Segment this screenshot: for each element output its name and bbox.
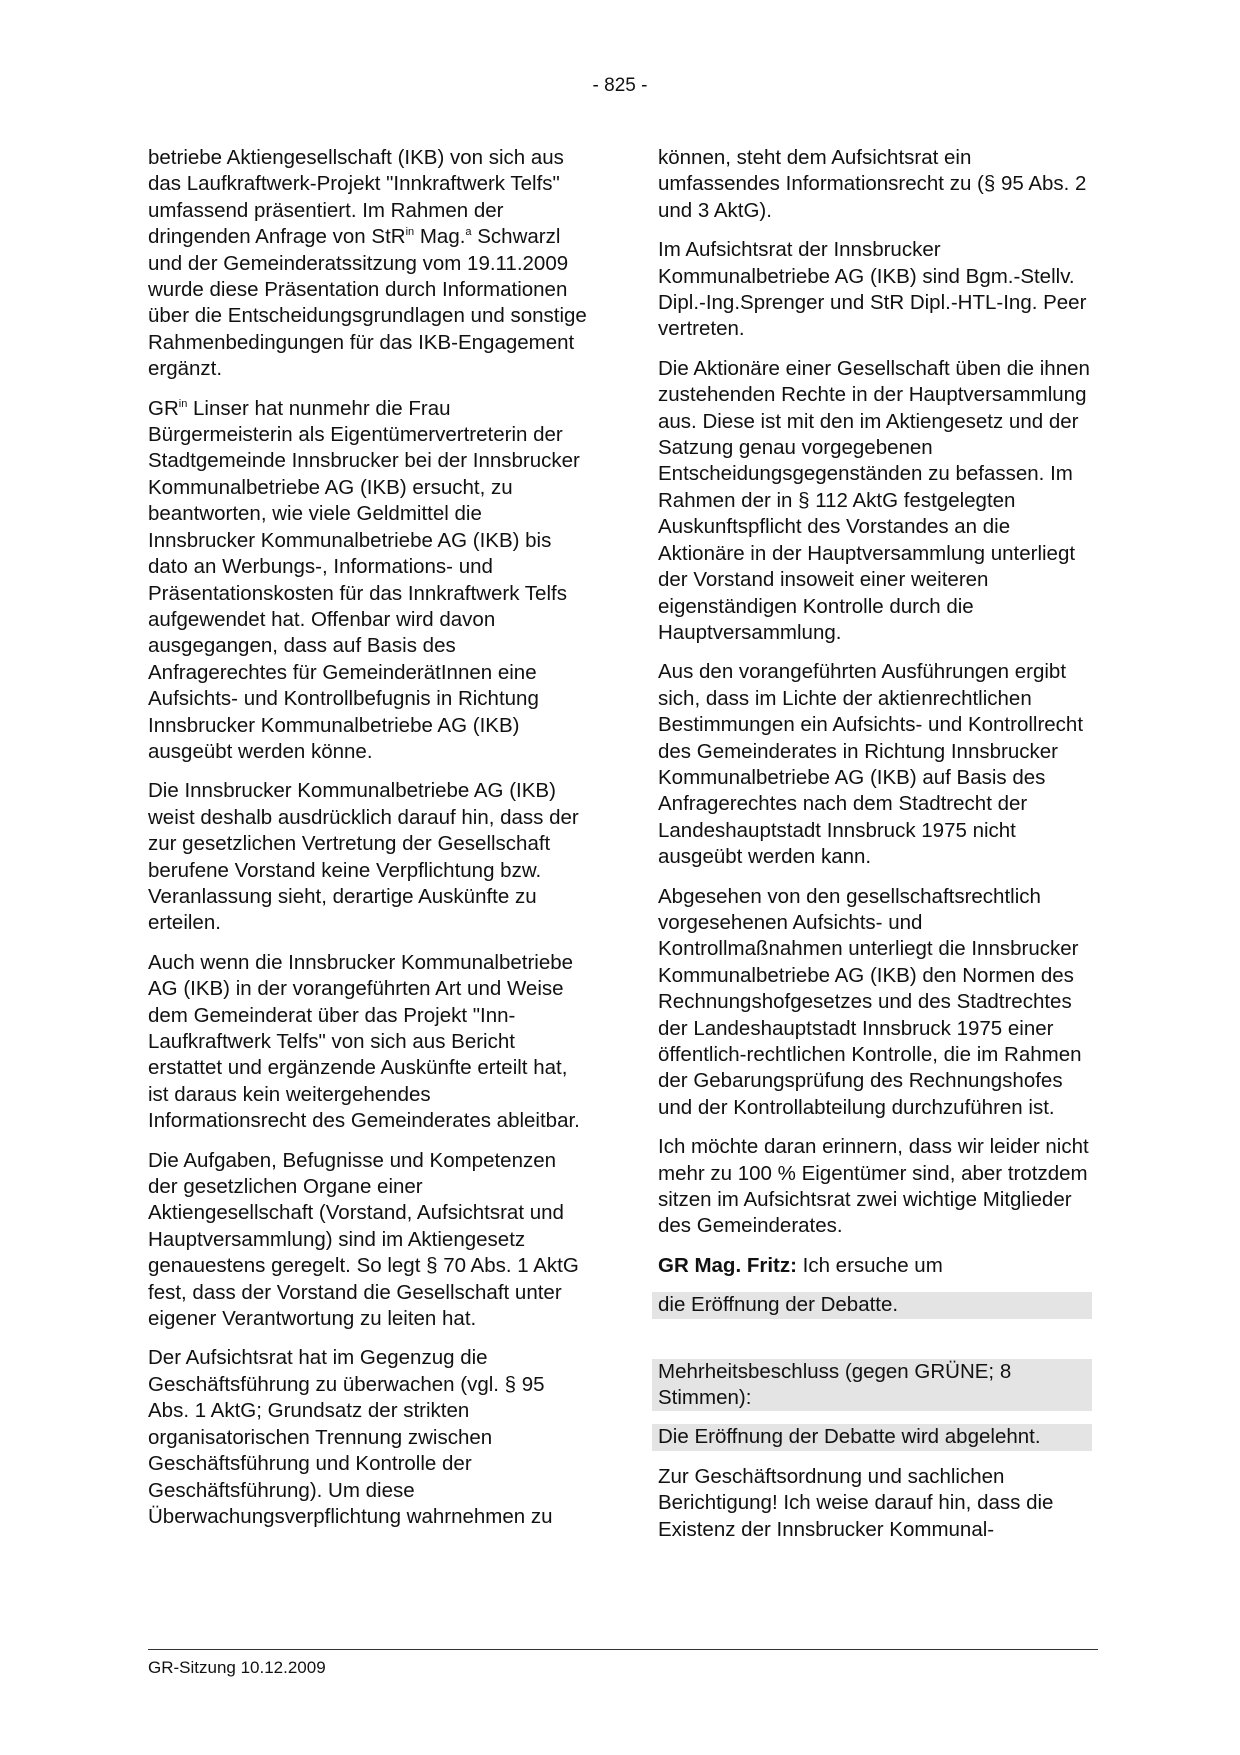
paragraph: können, steht dem Aufsichtsrat ein umfassendes Informationsrecht zu (§ 95 Abs. 2 und 3 AktG).	[658, 146, 1087, 222]
page-number: - 825 -	[592, 75, 648, 96]
footer-divider	[148, 1649, 1098, 1650]
superscript: a	[465, 226, 472, 239]
paragraph: Abgesehen von den gesellschaftsrechtlich vorgesehenen Aufsichts- und Kontrollmaßnahmen unterliegt die Innsbrucker Kommunalbetriebe AG (IKB) den Normen des Rechnungshofgesetzes und des Stadtrechtes der Landeshauptstadt Innsbruck 1975 einer öffentlich-rechtlichen Kontrolle, die im Rahmen der Gebarungsprüfung des Rechnungshofes und der Kontrollabteilung durchzuführen ist.	[658, 884, 1082, 1119]
right-column	[658, 145, 1098, 1556]
paragraph: $GR^{in}$ Linser hat nunmehr die Frau Bürgermeisterin als Eigentümervertreterin der Stadtgemeinde Innsbrucker bei der Innsbrucker Kommunalbetriebe AG (IKB) ersucht, zu beantworten, wie viele Geldmittel die Innsbrucker Kommunalbetriebe AG (IKB) bis dato an Werbungs-, Informations- und Präsentationskosten für das Innkraftwerk Telfs aufgewendet hat. Offenbar wird davon ausgegangen, dass auf Basis des Anfragerechtes für GemeinderätInnen eine Aufsichts- und Kontrollbefugnis in Richtung Innsbrucker Kommunalbetriebe AG (IKB) ausgeübt werden könne.	[148, 396, 580, 763]
paragraph: betriebe Aktiengesellschaft (IKB) von sich aus das Laufkraftwerk-Projekt "Innkraftwerk Telfs" umfassend präsentiert. Im Rahmen der dringenden Anfrage von StR$^{in}$ Mag.$^a$ Schwarzl und der Gemeinderatssitzung vom 19.11.2009 wurde diese Präsentation durch Informationen über die Entscheidungsgrundlagen und sonstige Rahmenbedingungen für das IKB-Engagement ergänzt.	[148, 146, 587, 381]
paragraph: Die Aktionäre einer Gesellschaft üben die ihnen zustehenden Rechte in der Hauptversammlung aus. Diese ist mit den im Aktiengesetz und der Satzung genau vorgegebenen Entscheidungsgegenständen zu befassen. Im Rahmen der in § 112 AktG festgelegten Auskunftspflicht des Vorstandes an die Aktionäre in der Hauptversammlung unterliegt der Vorstand insoweit einer weiteren eigenständigen Kontrolle durch die Hauptversammlung.	[658, 356, 1090, 644]
highlighted-motion: die Eröffnung der Debatte.	[652, 1292, 1092, 1318]
paragraph: Ich möchte daran erinnern, dass wir leider nicht mehr zu 100 % Eigentümer sind, aber trotzdem sitzen im Aufsichtsrat zwei wichtige Mitglieder des Gemeinderates.	[658, 1135, 1089, 1238]
vote-result: Die Eröffnung der Debatte wird abgelehnt.	[652, 1424, 1092, 1450]
paragraph: Auch wenn die Innsbrucker Kommunalbetriebe AG (IKB) in der vorangeführten Art und Weise dem Gemeinderat über das Projekt "Inn-Laufkraftwerk Telfs" von sich aus Bericht erstattet und ergänzende Auskünfte erteilt hat, ist daraus kein weitergehendes Informationsrecht des Gemeinderates ableitbar.	[148, 950, 580, 1133]
paragraph: Die Innsbrucker Kommunalbetriebe AG (IKB) weist deshalb ausdrücklich darauf hin, dass der zur gesetzlichen Vertretung der Gesellschaft berufene Vorstand keine Verpflichtung bzw. Veranlassung sieht, derartige Auskünfte zu erteilen.	[148, 779, 579, 935]
superscript: in	[405, 226, 415, 239]
vote-result-label: Mehrheitsbeschluss (gegen GRÜNE; 8 Stimmen):	[652, 1359, 1092, 1412]
paragraph: Der Aufsichtsrat hat im Gegenzug die Geschäftsführung zu überwachen (vgl. § 95 Abs. 1 AktG; Grundsatz der strikten organisatorischen Trennung zwischen Geschäftsführung und Kontrolle der Geschäftsführung). Um diese Überwachungsverpflichtung wahrnehmen zu	[148, 1346, 553, 1528]
paragraph: Aus den vorangeführten Ausführungen ergibt sich, dass im Lichte der aktienrechtlichen Bestimmungen ein Aufsichts- und Kontrollrecht des Gemeinderates in Richtung Innsbrucker Kommunalbetriebe AG (IKB) auf Basis des Anfragerechtes nach dem Stadtrecht der Landeshauptstadt Innsbruck 1975 nicht ausgeübt werden kann.	[658, 660, 1084, 869]
footer-session-date: GR-Sitzung 10.12.2009	[148, 1658, 326, 1677]
paragraph: Zur Geschäftsordnung und sachlichen Berichtigung! Ich weise darauf hin, dass die Existenz der Innsbrucker Kommunal-	[658, 1464, 1054, 1541]
paragraph: Die Aufgaben, Befugnisse und Kompetenzen der gesetzlichen Organe einer Aktiengesellschaft (Vorstand, Aufsichtsrat und Hauptversammlung) sind im Aktiengesetz genauestens geregelt. So legt § 70 Abs. 1 AktG fest, dass der Vorstand die Gesellschaft unter eigener Verantwortung zu leiten hat.	[148, 1148, 579, 1331]
speaker-name: GR Mag. Fritz:	[658, 1253, 797, 1277]
paragraph: Im Aufsichtsrat der Innsbrucker Kommunalbetriebe AG (IKB) sind Bgm.-Stellv. Dipl.-Ing.Sprenger und StR Dipl.-HTL-Ing. Peer vertreten.	[658, 238, 1087, 341]
superscript: in	[178, 397, 188, 410]
left-column	[148, 145, 588, 1543]
speaker-paragraph: GR Mag. Fritz: Ich ersuche um	[658, 1253, 943, 1277]
